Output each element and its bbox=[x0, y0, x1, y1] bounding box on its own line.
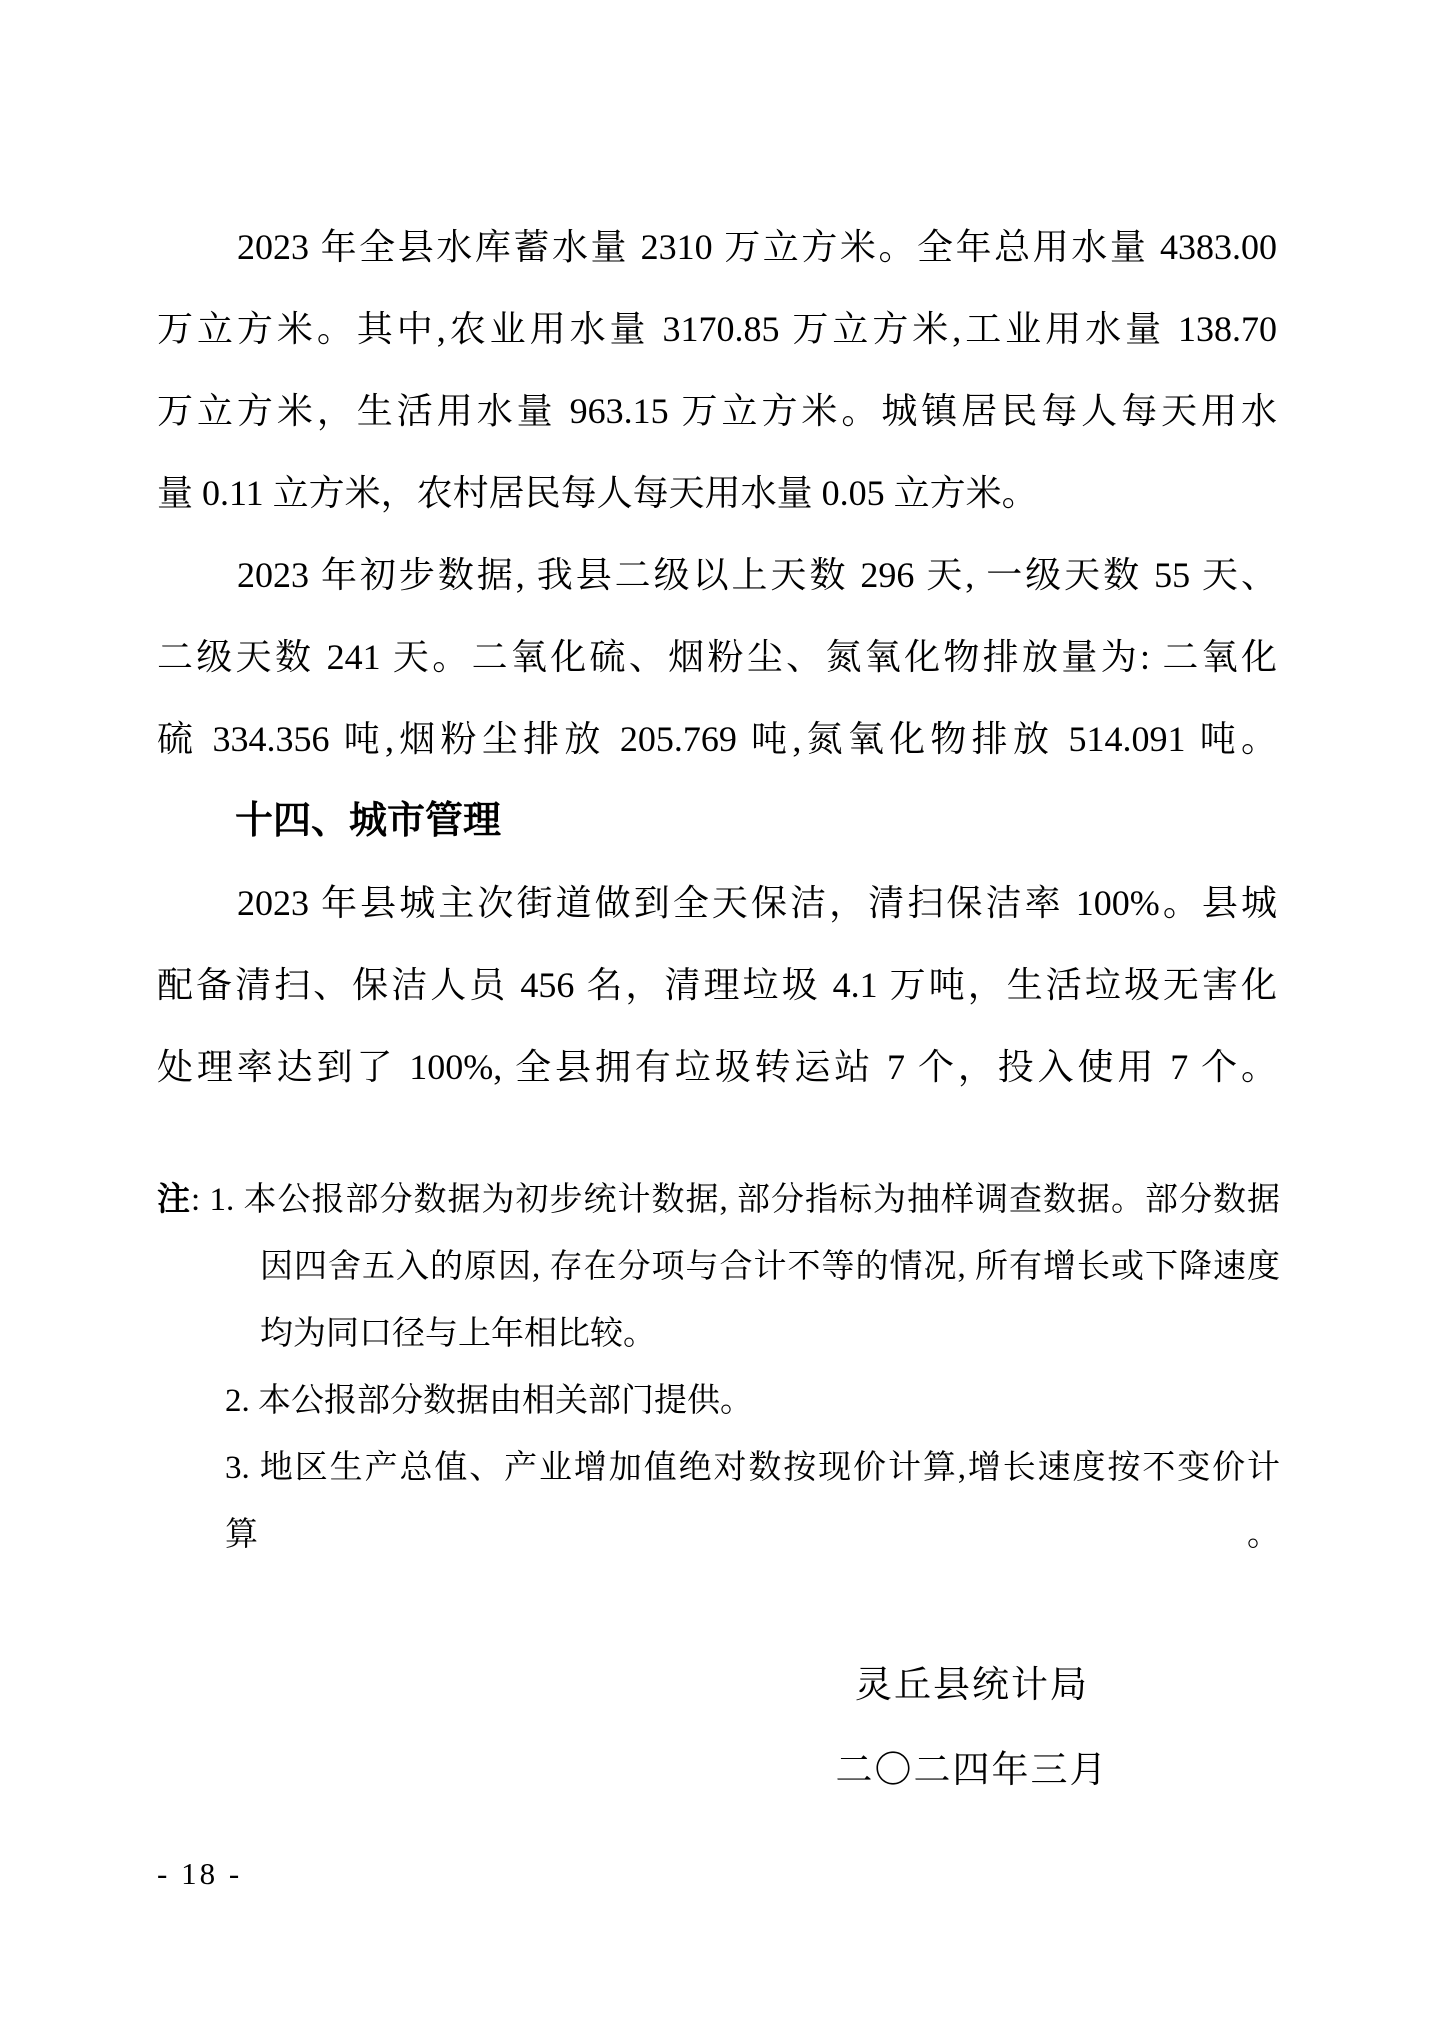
publish-date: 二〇二四年三月 bbox=[835, 1750, 1109, 1791]
body-line: 2023 年县城主次街道做到全天保洁，清扫保洁率 100%。县城 bbox=[237, 883, 1277, 923]
body-line: 处理率达到了 100%, 全县拥有垃圾转运站 7 个，投入使用 7 个。 bbox=[157, 1047, 1277, 1087]
body-line: 量 0.11 立方米，农村居民每人每天用水量 0.05 立方米。 bbox=[157, 473, 1038, 513]
body-line: 配备清扫、保洁人员 456 名，清理垃圾 4.1 万吨，生活垃圾无害化 bbox=[157, 965, 1277, 1005]
issuer-name: 灵丘县统计局 bbox=[855, 1665, 1089, 1706]
section-heading: 十四、城市管理 bbox=[235, 800, 502, 842]
notes-section bbox=[157, 1165, 1280, 1569]
document-body bbox=[157, 206, 1277, 1108]
body-line: 万立方米。其中,农业用水量 3170.85 万立方米,工业用水量 138.70 bbox=[157, 309, 1277, 349]
body-line: 2023 年初步数据, 我县二级以上天数 296 天, 一级天数 55 天、 bbox=[237, 555, 1277, 595]
body-line: 万立方米，生活用水量 963.15 万立方米。城镇居民每人每天用水 bbox=[157, 391, 1277, 431]
note-line: 因四舍五入的原因, 存在分项与合计不等的情况, 所有增长或下降速度 bbox=[260, 1249, 1280, 1285]
body-line: 二级天数 241 天。二氧化硫、烟粉尘、氮氧化物排放量为: 二氧化 bbox=[157, 637, 1277, 677]
note-line bbox=[157, 1165, 1280, 1234]
signature-block bbox=[757, 1643, 1187, 1813]
page-number: - 18 - bbox=[157, 1856, 243, 1891]
note-label: 注 bbox=[157, 1180, 192, 1217]
note-text: 1. 本公报部分数据为初步统计数据, 部分指标为抽样调查数据。部分数据 bbox=[209, 1182, 1281, 1218]
body-line: 硫 334.356 吨,烟粉尘排放 205.769 吨,氮氧化物排放 514.091 吨。 bbox=[157, 719, 1277, 759]
note-separator: : bbox=[191, 1182, 210, 1218]
note-line: 2. 本公报部分数据由相关部门提供。 bbox=[225, 1383, 753, 1419]
note-line: 均为同口径与上年相比较。 bbox=[260, 1316, 656, 1352]
body-line: 2023 年全县水库蓄水量 2310 万立方米。全年总用水量 4383.00 bbox=[237, 227, 1277, 267]
note-line: 3. 地区生产总值、产业增加值绝对数按现价计算,增长速度按不变价计算。 bbox=[225, 1450, 1280, 1553]
